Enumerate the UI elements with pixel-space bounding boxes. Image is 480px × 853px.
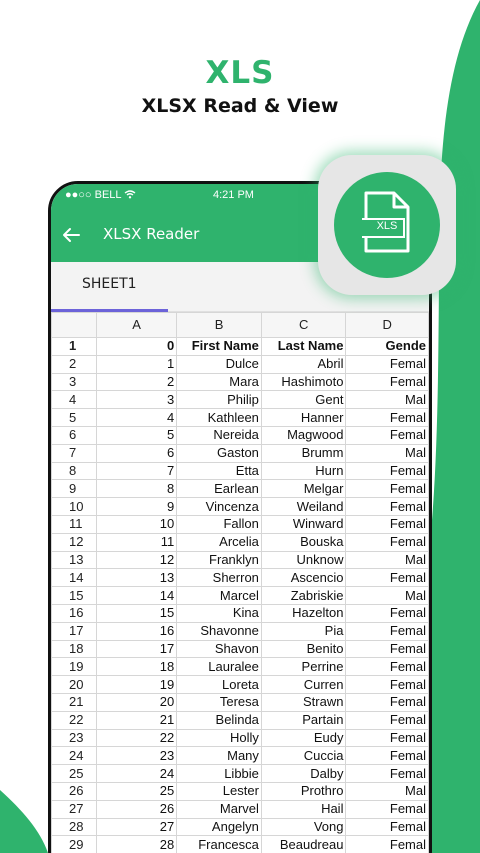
cell[interactable]: Nereida xyxy=(177,426,262,444)
cell[interactable]: Femal xyxy=(346,800,429,818)
row-number[interactable]: 17 xyxy=(52,622,97,640)
cell[interactable]: 28 xyxy=(96,836,176,853)
cell[interactable]: Dulce xyxy=(177,355,262,373)
status-time: 4:21 PM xyxy=(213,189,254,201)
promo-title: XLS xyxy=(205,55,275,91)
cell[interactable]: Femal xyxy=(346,640,429,658)
row-number[interactable]: 29 xyxy=(52,836,97,853)
cell[interactable]: Mal xyxy=(346,782,429,800)
row-number[interactable]: 26 xyxy=(52,782,97,800)
cell[interactable]: 21 xyxy=(96,711,176,729)
cell[interactable]: Prothro xyxy=(261,782,346,800)
spreadsheet-grid[interactable] xyxy=(51,312,429,853)
cell[interactable]: Femal xyxy=(346,729,429,747)
cell[interactable]: 12 xyxy=(96,551,176,569)
column-header[interactable]: D xyxy=(346,313,429,338)
cell[interactable]: 14 xyxy=(96,587,176,605)
cell[interactable]: Etta xyxy=(177,462,262,480)
cell[interactable]: Femal xyxy=(346,818,429,836)
carrier-label: ●●○○ BELL xyxy=(65,189,136,201)
cell[interactable]: Last Name xyxy=(261,338,346,356)
table-row xyxy=(52,426,429,444)
row-number[interactable]: 28 xyxy=(52,818,97,836)
cell[interactable]: Femal xyxy=(346,498,429,516)
row-number[interactable]: 10 xyxy=(52,498,97,516)
cell[interactable]: Mal xyxy=(346,587,429,605)
xls-badge-label: XLS xyxy=(376,220,398,232)
cell[interactable]: Femal xyxy=(346,622,429,640)
cell[interactable]: Earlean xyxy=(177,480,262,498)
cell[interactable]: Femal xyxy=(346,765,429,783)
table-row xyxy=(52,409,429,427)
table-row xyxy=(52,693,429,711)
cell[interactable]: 8 xyxy=(96,480,176,498)
cell[interactable]: 1 xyxy=(96,355,176,373)
cell[interactable]: Brumm xyxy=(261,444,346,462)
app-title: XLSX Reader xyxy=(103,225,200,243)
cell[interactable]: Vong xyxy=(261,818,346,836)
table-row xyxy=(52,640,429,658)
cell[interactable]: Femal xyxy=(346,426,429,444)
cell[interactable]: Benito xyxy=(261,640,346,658)
cell[interactable]: Weiland xyxy=(261,498,346,516)
row-number[interactable]: 7 xyxy=(52,444,97,462)
table-row xyxy=(52,747,429,765)
xls-badge-circle xyxy=(334,172,440,278)
table-row xyxy=(52,498,429,516)
cell[interactable]: Eudy xyxy=(261,729,346,747)
cell[interactable]: Libbie xyxy=(177,765,262,783)
cell[interactable]: Cuccia xyxy=(261,747,346,765)
back-arrow-icon[interactable] xyxy=(57,221,85,249)
row-number[interactable]: 20 xyxy=(52,676,97,694)
cell[interactable]: Femal xyxy=(346,373,429,391)
table-row xyxy=(52,676,429,694)
cell[interactable]: Zabriskie xyxy=(261,587,346,605)
cell[interactable]: Ascencio xyxy=(261,569,346,587)
table-row xyxy=(52,818,429,836)
cell[interactable]: 26 xyxy=(96,800,176,818)
row-number[interactable]: 13 xyxy=(52,551,97,569)
table-row xyxy=(52,765,429,783)
cell[interactable]: Magwood xyxy=(261,426,346,444)
cell[interactable]: Sherron xyxy=(177,569,262,587)
cell[interactable]: Unknow xyxy=(261,551,346,569)
cell[interactable]: Mal xyxy=(346,551,429,569)
row-number[interactable]: 23 xyxy=(52,729,97,747)
cell[interactable]: Femal xyxy=(346,836,429,853)
cell[interactable]: 16 xyxy=(96,622,176,640)
column-header[interactable]: A xyxy=(96,313,176,338)
cell[interactable]: Gent xyxy=(261,391,346,409)
cell[interactable]: Femal xyxy=(346,462,429,480)
cell[interactable]: Femal xyxy=(346,409,429,427)
table-row xyxy=(52,480,429,498)
cell[interactable]: Gende xyxy=(346,338,429,356)
cell[interactable]: 10 xyxy=(96,515,176,533)
cell[interactable]: Hail xyxy=(261,800,346,818)
table-row xyxy=(52,373,429,391)
cell[interactable]: Holly xyxy=(177,729,262,747)
cell[interactable]: Femal xyxy=(346,747,429,765)
cell[interactable]: Femal xyxy=(346,533,429,551)
cell[interactable]: Mal xyxy=(346,391,429,409)
wifi-icon xyxy=(124,190,136,199)
table-row xyxy=(52,604,429,622)
row-number[interactable]: 14 xyxy=(52,569,97,587)
row-number[interactable]: 8 xyxy=(52,462,97,480)
row-number[interactable]: 18 xyxy=(52,640,97,658)
cell[interactable]: Femal xyxy=(346,658,429,676)
row-number[interactable]: 27 xyxy=(52,800,97,818)
table-row xyxy=(52,800,429,818)
row-number[interactable]: 3 xyxy=(52,373,97,391)
row-number[interactable]: 25 xyxy=(52,765,97,783)
cell[interactable]: Femal xyxy=(346,604,429,622)
cell[interactable]: 2 xyxy=(96,373,176,391)
cell[interactable]: Femal xyxy=(346,355,429,373)
cell[interactable]: First Name xyxy=(177,338,262,356)
table-row xyxy=(52,338,429,356)
cell[interactable]: Femal xyxy=(346,693,429,711)
row-number[interactable]: 5 xyxy=(52,409,97,427)
table-row xyxy=(52,587,429,605)
cell[interactable]: Femal xyxy=(346,676,429,694)
cell[interactable]: Gaston xyxy=(177,444,262,462)
table-row xyxy=(52,658,429,676)
cell[interactable]: Femal xyxy=(346,515,429,533)
row-number[interactable]: 6 xyxy=(52,426,97,444)
cell[interactable]: Mara xyxy=(177,373,262,391)
table-row xyxy=(52,551,429,569)
cell[interactable]: 19 xyxy=(96,676,176,694)
cell[interactable]: 9 xyxy=(96,498,176,516)
cell[interactable]: Beaudreau xyxy=(261,836,346,853)
row-number[interactable]: 24 xyxy=(52,747,97,765)
cell[interactable]: Franklyn xyxy=(177,551,262,569)
cell[interactable]: 0 xyxy=(96,338,176,356)
cell[interactable]: Hashimoto xyxy=(261,373,346,391)
column-header-row xyxy=(52,313,429,338)
row-number[interactable]: 2 xyxy=(52,355,97,373)
table-row xyxy=(52,729,429,747)
promo-subtitle: XLSX Read & View xyxy=(141,95,339,117)
table-row xyxy=(52,391,429,409)
row-number[interactable]: 9 xyxy=(52,480,97,498)
column-header[interactable]: B xyxy=(177,313,262,338)
cell[interactable]: 23 xyxy=(96,747,176,765)
cell[interactable]: 11 xyxy=(96,533,176,551)
cell[interactable]: Pia xyxy=(261,622,346,640)
table-row xyxy=(52,782,429,800)
cell[interactable]: Angelyn xyxy=(177,818,262,836)
cell[interactable]: 27 xyxy=(96,818,176,836)
cell[interactable]: 18 xyxy=(96,658,176,676)
cell[interactable]: 13 xyxy=(96,569,176,587)
cell[interactable]: Hanner xyxy=(261,409,346,427)
cell[interactable]: Philip xyxy=(177,391,262,409)
row-number[interactable]: 16 xyxy=(52,604,97,622)
cell[interactable]: 4 xyxy=(96,409,176,427)
table-row xyxy=(52,355,429,373)
cell[interactable]: Shavon xyxy=(177,640,262,658)
row-number[interactable]: 15 xyxy=(52,587,97,605)
row-number[interactable]: 11 xyxy=(52,515,97,533)
cell[interactable]: Arcelia xyxy=(177,533,262,551)
cell[interactable]: Lester xyxy=(177,782,262,800)
cell[interactable]: Curren xyxy=(261,676,346,694)
cell[interactable]: Marvel xyxy=(177,800,262,818)
cell[interactable]: Many xyxy=(177,747,262,765)
cell[interactable]: Shavonne xyxy=(177,622,262,640)
table-row xyxy=(52,569,429,587)
cell[interactable]: Perrine xyxy=(261,658,346,676)
table-row xyxy=(52,622,429,640)
cell[interactable]: Fallon xyxy=(177,515,262,533)
xls-badge[interactable] xyxy=(318,155,456,295)
cell[interactable]: Francesca xyxy=(177,836,262,853)
cell[interactable]: 25 xyxy=(96,782,176,800)
table-row xyxy=(52,533,429,551)
tab-label: SHEET1 xyxy=(82,276,137,292)
cell[interactable]: Dalby xyxy=(261,765,346,783)
cell[interactable]: 7 xyxy=(96,462,176,480)
cell[interactable]: Hazelton xyxy=(261,604,346,622)
cell[interactable]: 15 xyxy=(96,604,176,622)
cell[interactable]: Winward xyxy=(261,515,346,533)
cell[interactable]: Abril xyxy=(261,355,346,373)
row-number[interactable]: 4 xyxy=(52,391,97,409)
cell[interactable]: Marcel xyxy=(177,587,262,605)
cell[interactable]: Femal xyxy=(346,480,429,498)
cell[interactable]: 3 xyxy=(96,391,176,409)
table-row xyxy=(52,836,429,853)
table-row xyxy=(52,462,429,480)
cell[interactable]: 5 xyxy=(96,426,176,444)
cell[interactable]: Loreta xyxy=(177,676,262,694)
column-header[interactable]: C xyxy=(261,313,346,338)
table-row xyxy=(52,444,429,462)
table-row xyxy=(52,515,429,533)
corner-cell[interactable] xyxy=(52,313,97,338)
cell[interactable]: 24 xyxy=(96,765,176,783)
cell[interactable]: Belinda xyxy=(177,711,262,729)
row-number[interactable]: 22 xyxy=(52,711,97,729)
cell[interactable]: Bouska xyxy=(261,533,346,551)
row-number[interactable]: 21 xyxy=(52,693,97,711)
cell[interactable]: Melgar xyxy=(261,480,346,498)
cell[interactable]: Partain xyxy=(261,711,346,729)
cell[interactable]: Strawn xyxy=(261,693,346,711)
cell[interactable]: 6 xyxy=(96,444,176,462)
table-row xyxy=(52,711,429,729)
cell[interactable]: 20 xyxy=(96,693,176,711)
cell[interactable]: Femal xyxy=(346,569,429,587)
cell[interactable]: Vincenza xyxy=(177,498,262,516)
cell[interactable]: Femal xyxy=(346,711,429,729)
cell[interactable]: Teresa xyxy=(177,693,262,711)
row-number[interactable]: 1 xyxy=(52,338,97,356)
cell[interactable]: Lauralee xyxy=(177,658,262,676)
row-number[interactable]: 19 xyxy=(52,658,97,676)
cell[interactable]: Mal xyxy=(346,444,429,462)
row-number[interactable]: 12 xyxy=(52,533,97,551)
cell[interactable]: Hurn xyxy=(261,462,346,480)
cell[interactable]: Kina xyxy=(177,604,262,622)
cell[interactable]: 22 xyxy=(96,729,176,747)
cell[interactable]: Kathleen xyxy=(177,409,262,427)
tab-sheet1[interactable] xyxy=(51,262,168,312)
cell[interactable]: 17 xyxy=(96,640,176,658)
